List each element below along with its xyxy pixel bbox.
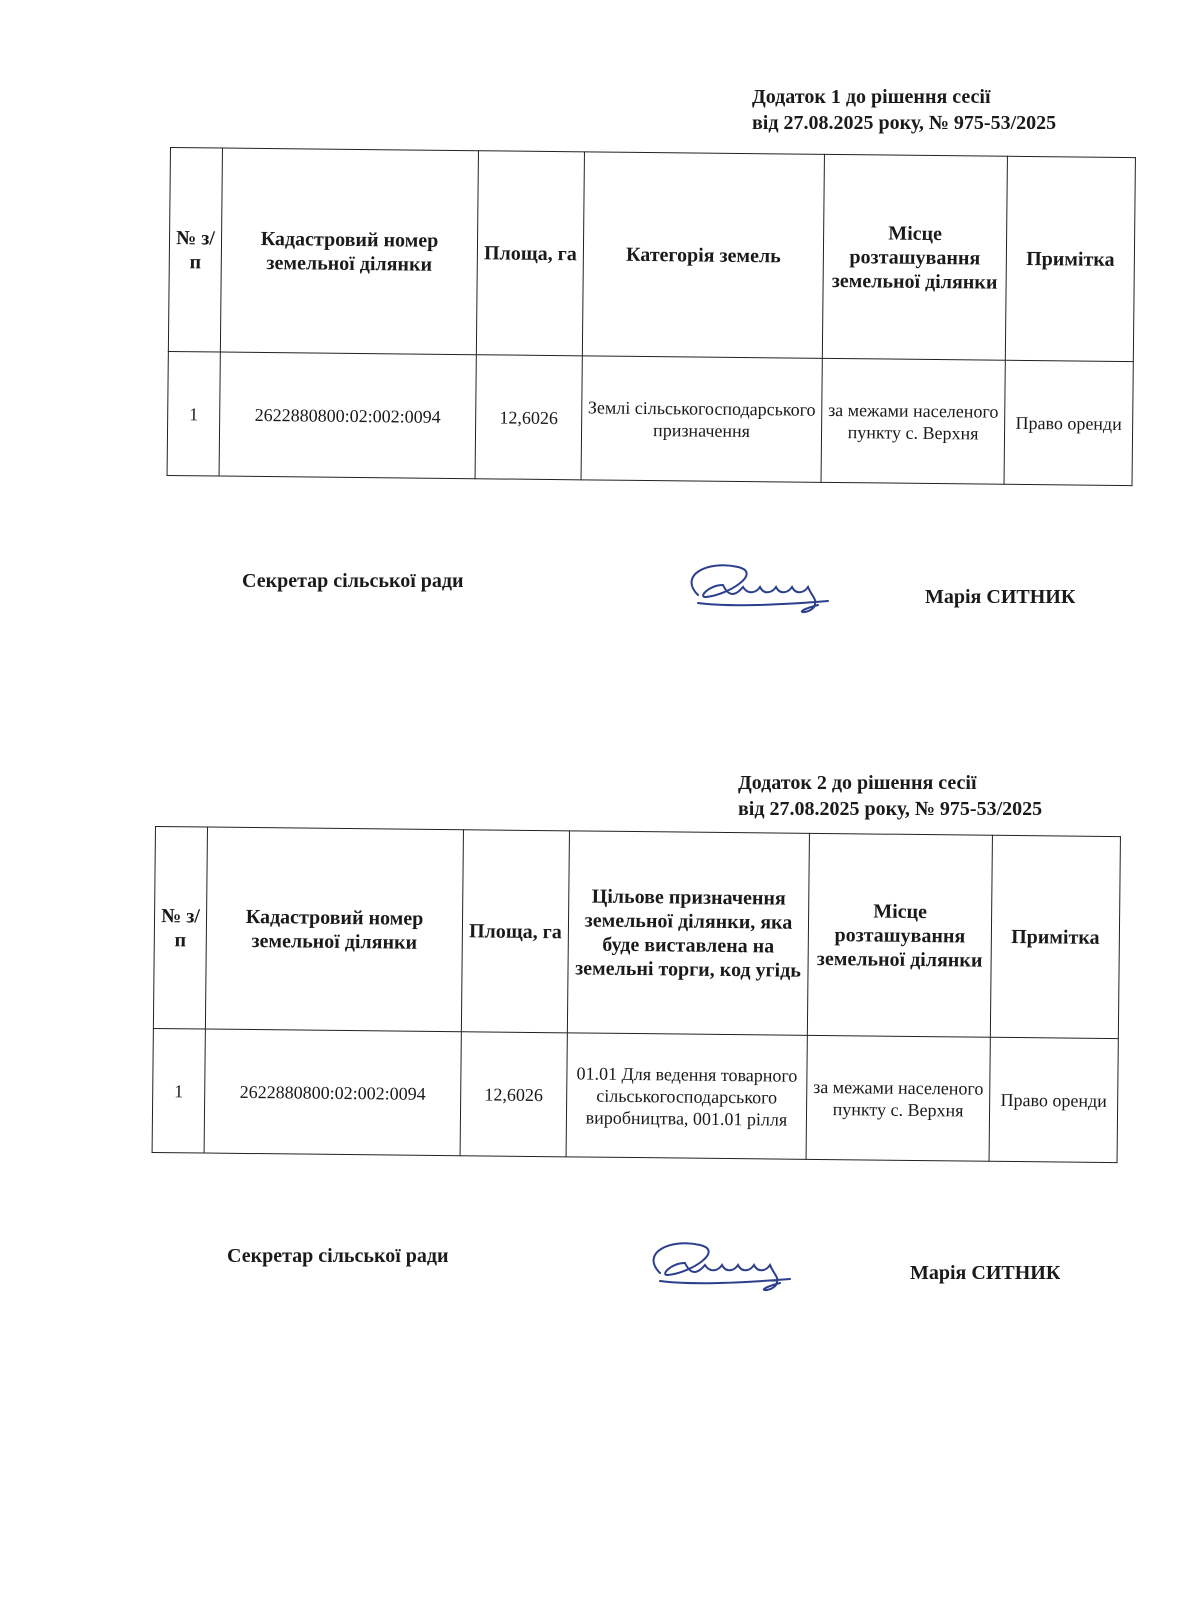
- col-header-cadastral: Кадастровий номер земельної ділянки: [205, 827, 463, 1032]
- col-header-location: Місце розташування земельної ділянки: [807, 833, 992, 1037]
- appendix2-heading: [738, 770, 1042, 822]
- cell-area: 12,6026: [475, 355, 582, 480]
- appendix2-signature-title: Секретар сільської ради: [227, 1245, 449, 1267]
- appendix2-heading-line2: від 27.08.2025 року, № 975-53/2025: [738, 798, 1043, 820]
- appendix1-table: [167, 147, 1136, 486]
- table-row: [152, 1028, 1118, 1162]
- col-header-note: Примітка: [990, 835, 1120, 1038]
- cell-number: 1: [167, 351, 220, 476]
- cell-cadastral: 2622880800:02:002:0094: [219, 352, 476, 479]
- cell-cadastral: 2622880800:02:002:0094: [204, 1029, 461, 1156]
- col-header-cadastral: Кадастровий номер земельної ділянки: [220, 148, 478, 355]
- cell-area: 12,6026: [460, 1032, 567, 1157]
- appendix2-heading-line1: Додаток 2 до рішення сесії: [738, 772, 977, 794]
- col-header-number: № з/п: [168, 148, 222, 353]
- appendix2-signature-icon: [630, 1233, 810, 1303]
- appendix1-heading-line2: від 27.08.2025 року, № 975-53/2025: [752, 112, 1057, 134]
- appendix1-signature-title: Секретар сільської ради: [242, 570, 464, 592]
- appendix1-signature-icon: [668, 555, 848, 625]
- cell-category: Землі сільськогосподарського призначення: [581, 356, 822, 483]
- appendix2-table: [152, 826, 1121, 1163]
- cell-location: за межами населеного пункту с. Верхня: [806, 1035, 990, 1161]
- cell-note: Право оренди: [989, 1037, 1118, 1162]
- appendix1-heading: [752, 84, 1056, 136]
- col-header-purpose: Цільове призначення земельної ділянки, яка буде виставлена на земельні торги, код угідь: [567, 831, 809, 1036]
- col-header-number: № з/п: [153, 827, 207, 1030]
- appendix2-signature-name: Марія СИТНИК: [910, 1262, 1061, 1284]
- table-row: [167, 351, 1133, 485]
- cell-number: 1: [152, 1028, 205, 1153]
- col-header-note: Примітка: [1005, 156, 1135, 361]
- appendix1-signature-name: Марія СИТНИК: [925, 586, 1076, 608]
- cell-note: Право оренди: [1004, 360, 1133, 485]
- col-header-area: Площа, га: [476, 151, 584, 356]
- col-header-location: Місце розташування земельної ділянки: [822, 154, 1007, 360]
- col-header-category: Категорія земель: [582, 152, 824, 359]
- cell-purpose: 01.01 Для ведення товарного сільськогосподарського виробництва, 001.01 рілля: [566, 1033, 807, 1160]
- appendix1-heading-line1: Додаток 1 до рішення сесії: [752, 86, 991, 108]
- cell-location: за межами населеного пункту с. Верхня: [821, 358, 1005, 484]
- col-header-area: Площа, га: [461, 830, 569, 1033]
